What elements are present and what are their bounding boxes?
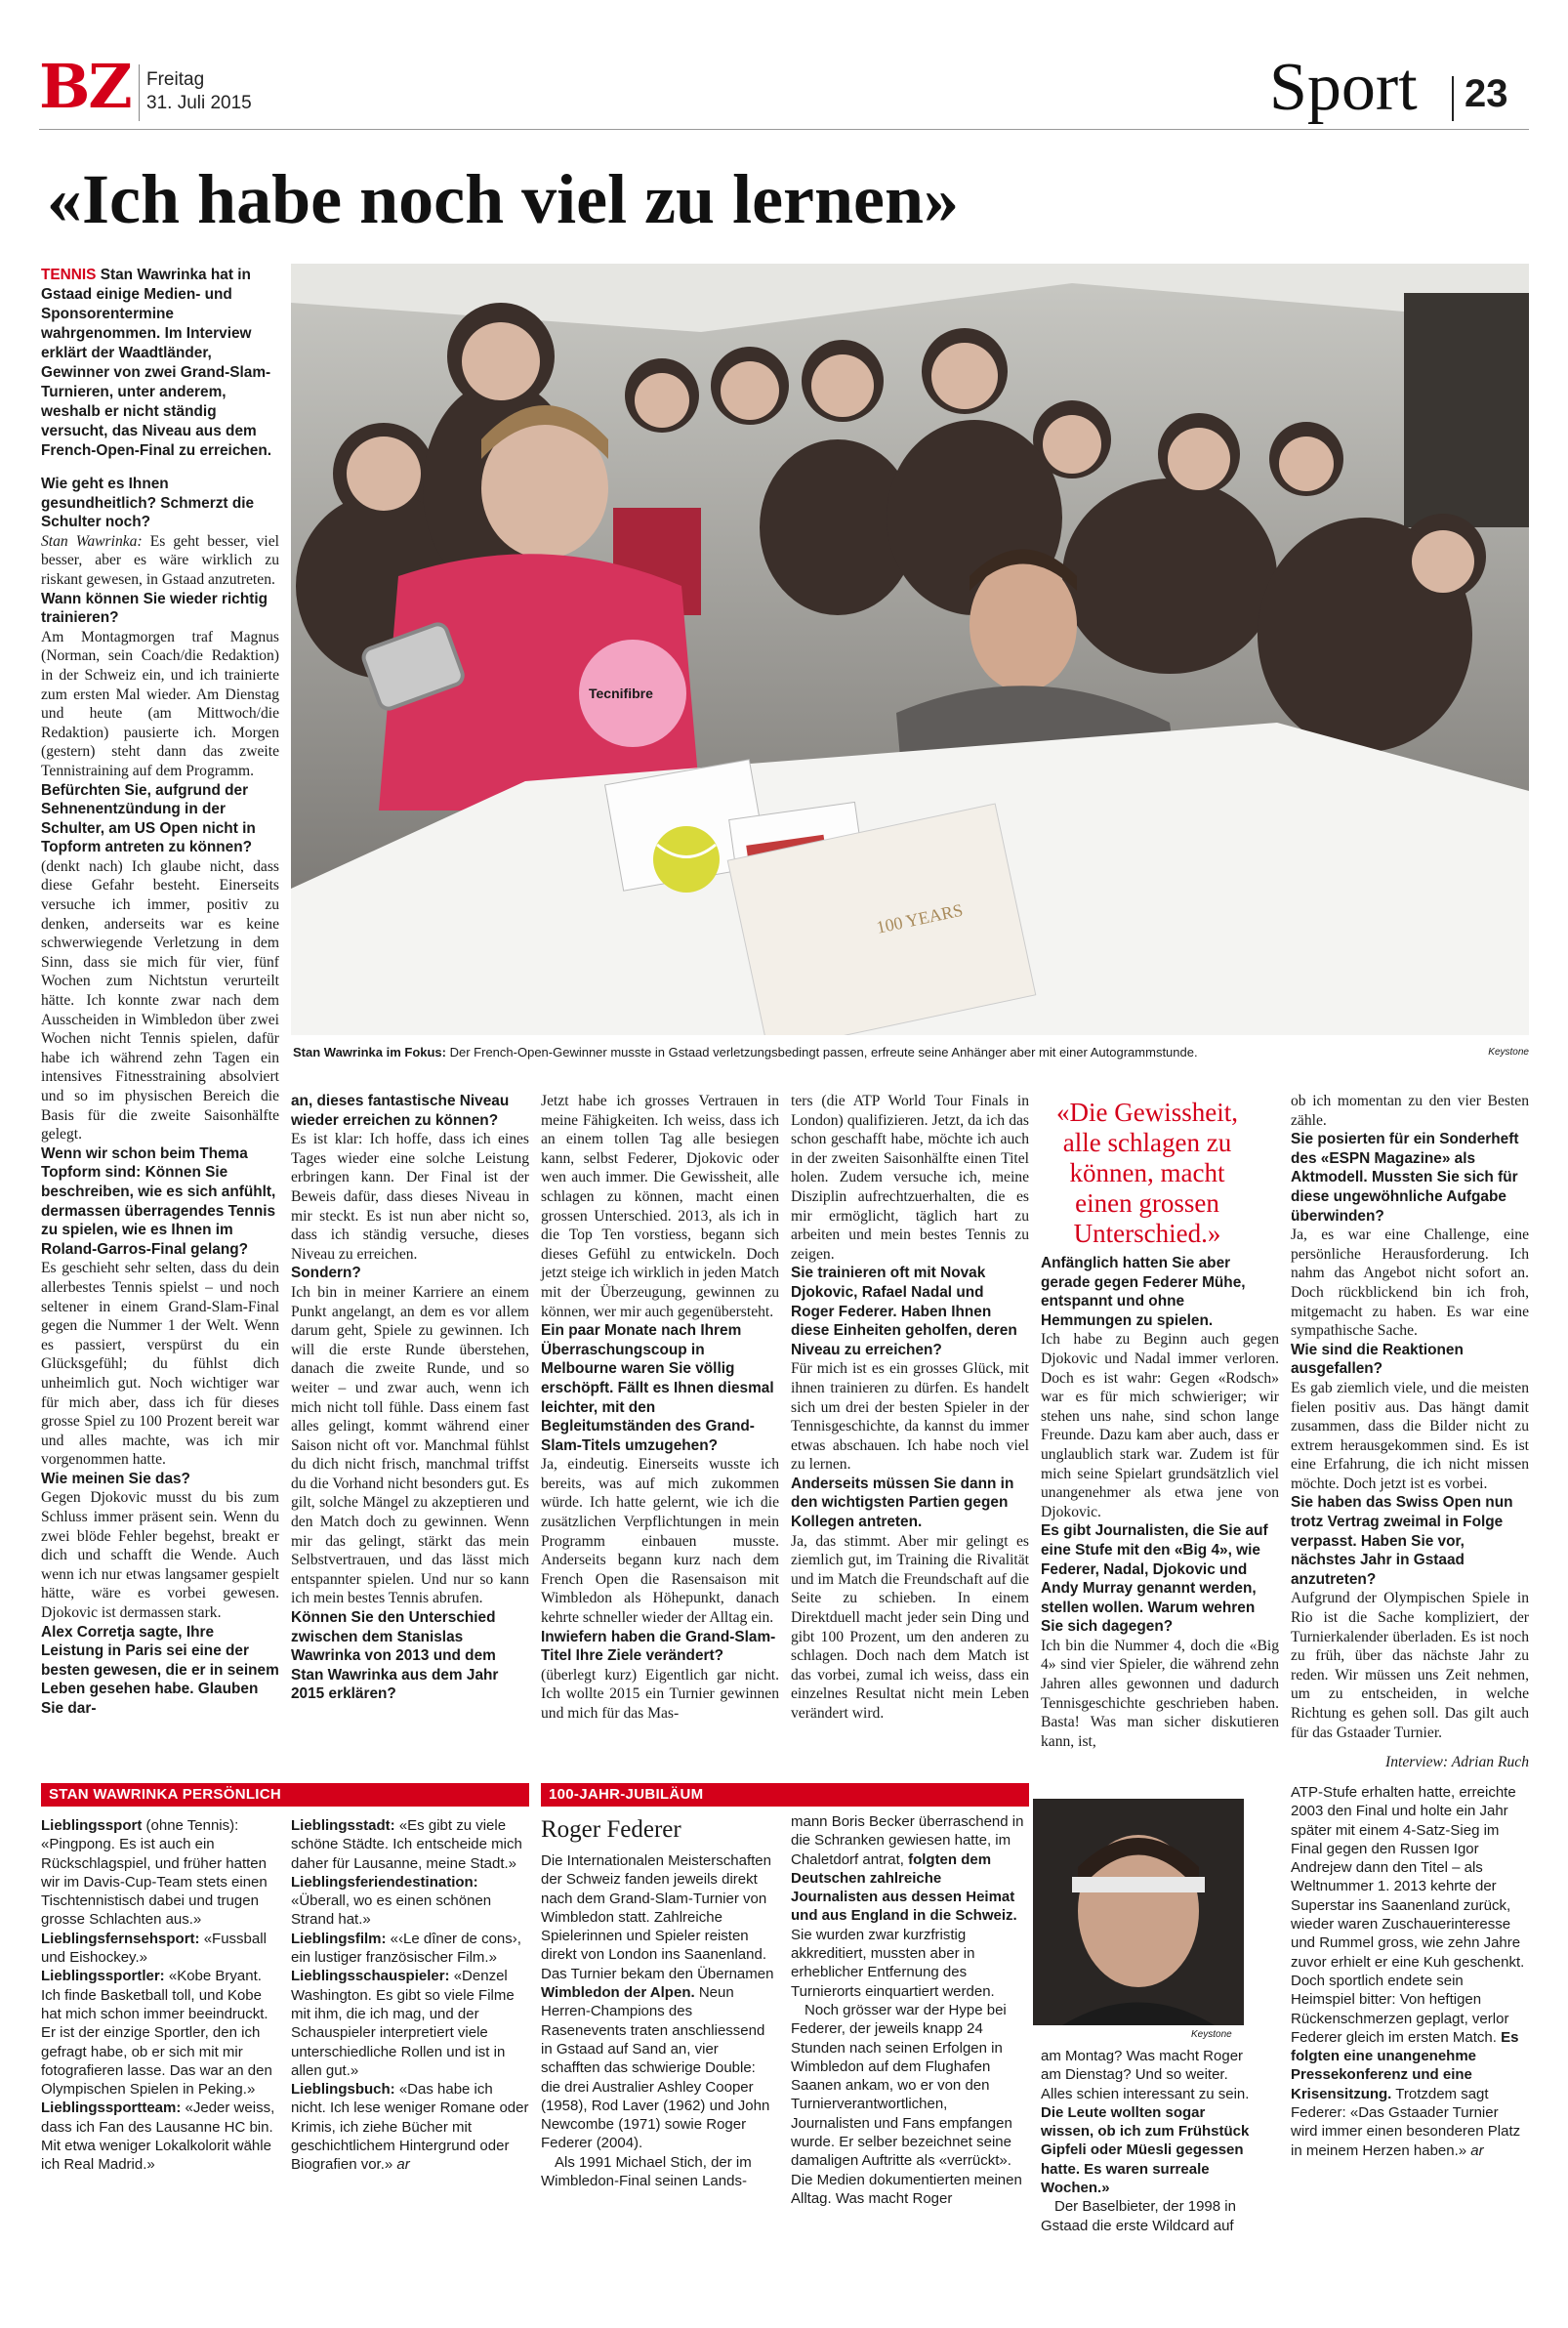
interview-answer: ob ich momentan zu den vier Besten zähle. bbox=[1291, 1093, 1529, 1129]
jubilee-text-rest: Sie wurden zwar kurzfristig akkreditiert, mussten aber in erheblicher Entfernung des Turnierorts einquartiert werden. bbox=[791, 1926, 995, 2000]
personal-entry-key: Lieblingssportler: bbox=[41, 1968, 165, 1985]
jubilee-highlight: Es folgten eine unangenehme Pressekonferenz und eine Krisensitzung. bbox=[1291, 2028, 1519, 2102]
interview-answer: Gegen Djokovic musst du bis zum Schluss immer präsent sein. Wenn du zwei blöde Fehler begehst, breakt er dich und schafft die Wende. Auch wenn ich nur etwas langsamer gespielt hätte, wäre es vorbei gewesen. Djokovic ist dermassen stark. bbox=[41, 1489, 279, 1622]
pull-quote: «Die Gewissheit, alle schlagen zu können, macht einen grossen Unterschied.» bbox=[1056, 1098, 1238, 1248]
interview-answer: Ja, das stimmt. Aber mir gelingt es ziemlich gut, im Training die Rivalität und im Match die Freundschaft auf die Seite zu schieben. In einem Direktduell macht jeder sein Ding und gibt 100 Prozent, um den anderen zu schlagen. Doch nach dem Match ist das vorbei, zumal ich weiss, dass ein einzelnes Resultat nicht mein Leben verändert wird. bbox=[791, 1532, 1029, 1722]
personal-entry-key: Lieblingsstadt: bbox=[291, 1817, 395, 1834]
caption-lead: Stan Wawrinka im Fokus: bbox=[293, 1045, 446, 1060]
interview-question: Sie posierten für ein Sonderheft des «ESPN Magazine» als Aktmodell. Mussten Sie sich für diese ungewöhnliche Aufgabe überwinden? bbox=[1291, 1131, 1519, 1225]
card-label: 100 YEARS bbox=[874, 899, 965, 937]
page-number-separator bbox=[1452, 76, 1454, 121]
interview-question: Können Sie den Unterschied zwischen dem Stanislas Wawrinka von 2013 und dem Stan Wawrinka aus dem Jahr 2015 erklären? bbox=[291, 1609, 499, 1703]
jubilee-text-rest: Trotzdem sagt Federer: «Das Gstaader Turnier wird immer einen besonderen Platz in meinem Herzen haben.» bbox=[1291, 2085, 1521, 2159]
photo-caption bbox=[293, 1044, 1529, 1061]
interview-answer: Jetzt habe ich grosses Vertrauen in meine Fähigkeiten. Ich weiss, dass ich an einem tollen Tag alle besiegen kann, selbst Federer, Djokovic oder wen auch immer. Die Gewissheit, alle schlagen zu können, macht einen grossen Unterschied. 2013, als ich in die Top Ten vorstiess, begann sich dieses Gefühl zu entwickeln. Doch jetzt steige ich wirklich in jeden Match mit der Überzeugung, gewinnen zu können, wer mir auch gegenübersteht. bbox=[541, 1093, 779, 1320]
personal-entry-key: Lieblingssportteam: bbox=[41, 2099, 182, 2117]
jubilee-text: Der Baselbieter, der 1998 in Gstaad die erste Wildcard auf bbox=[1041, 2198, 1236, 2234]
interview-question: Wie meinen Sie das? bbox=[41, 1470, 190, 1487]
box-jubilee-column-1 bbox=[541, 1851, 779, 2190]
jubilee-paragraph bbox=[541, 2153, 779, 2191]
interview-column-4 bbox=[791, 1092, 1029, 1724]
issue-full-date: 31. Juli 2015 bbox=[146, 93, 252, 113]
interview-answer: Für mich ist es ein grosses Glück, mit ihnen trainieren zu dürfen. Es handelt sich um drei der besten Spieler in der Tennisgeschichte, da kannst du immer etwas abschauen. Ich habe noch viel zu lernen. bbox=[791, 1360, 1029, 1474]
personal-entry bbox=[291, 2080, 529, 2174]
interview-answer: Am Montagmorgen traf Magnus (Norman, sein Coach/die Redaktion) in der Schweiz ein, und ich trainierte zum ersten Mal wieder. Am Dienstag und heute (am Mittwoch/die Redaktion) pausierte ich. Morgen (gestern) steht dann das zweite Tennistraining auf dem Programm. bbox=[41, 628, 279, 779]
personal-entry-key: Lieblingsferiendestination: bbox=[291, 1873, 478, 1891]
jubilee-paragraph bbox=[791, 1812, 1029, 2001]
interview-question: Ein paar Monate nach Ihrem Überraschungscoup in Melbourne waren Sie völlig erschöpft. Fällt es Ihnen diesmal leichter, mit den Begleitumständen des Grand-Slam-Titels umzugehen? bbox=[541, 1322, 774, 1454]
box-jubilee-title: Roger Federer bbox=[541, 1816, 681, 1843]
article-photo bbox=[291, 264, 1529, 1035]
jubilee-paragraph bbox=[1041, 2197, 1252, 2235]
personal-entry-key: Lieblingsfilm: bbox=[291, 1930, 387, 1947]
interview-column-5 bbox=[1041, 1254, 1279, 1751]
interview-question: Anfänglich hatten Sie aber gerade gegen Federer Mühe, entspannt und ohne Hemmungen zu spielen. bbox=[1041, 1255, 1246, 1329]
interview-answer: (denkt nach) Ich glaube nicht, dass diese Gefahr besteht. Einerseits versuche ich immer, positiv zu denken, anderseits war es keine schwerwiegende Verletzung in dem Sinn, dass sie mich für vier, fünf Wochen zum Nichtstun verurteilt hätte. Ich konnte zwar nach dem Ausscheiden in Wimbledon über zwei Wochen nicht Tennis spielen, dafür habe ich während zehn Tagen ein intensives Fitnesstraining absolviert und so im physischen Bereich die Basis für die zweite Saisonhälfte gelegt. bbox=[41, 857, 279, 1143]
personal-entry bbox=[291, 1873, 529, 1930]
personal-entry-value: «Das habe ich nicht. Ich lese weniger Romane oder Krimis, ich ziehe Bücher mit geschichtlichem Hintergrund oder Biografien vor.» bbox=[291, 2081, 529, 2174]
personal-entry-qualifier: (ohne Tennis): bbox=[142, 1817, 239, 1834]
lead-kicker: TENNIS bbox=[41, 267, 97, 283]
interview-question: Anderseits müssen Sie dann in den wichtigsten Partien gegen Kollegen antreten. bbox=[791, 1475, 1014, 1531]
personal-entry bbox=[291, 1816, 529, 1873]
photo-credit: Keystone bbox=[1488, 1047, 1529, 1058]
jubilee-text: mann Boris Becker überraschend in die Schranken gewiesen hatte, im Chaletdorf antrat, bbox=[791, 1813, 1024, 1868]
jubilee-text-rest: Neun Herren-Champions des Rasenevents traten anschliessend in Gstaad auf Sand an, vier schafften das schwierige Double: die drei Australier Ashley Cooper (1958), Rod Laver (1962) und John Newcombe (1971) sowie Roger Federer (2004). bbox=[541, 1984, 770, 2152]
byline: Interview: Adrian Ruch bbox=[1385, 1754, 1529, 1770]
portrait-credit: Keystone bbox=[1191, 2029, 1232, 2040]
jubilee-text: Die Internationalen Meisterschaften der Schweiz fanden jeweils direkt nach dem Grand-Slam-Turnier von Wimbledon statt. Zahlreiche Spielerinnen und Spieler reisten direkt von London ins Saanenland. Das Turnier bekam den Übernamen bbox=[541, 1852, 774, 1982]
personal-entry-value: «‹Le dîner de cons›, ein lustiger französischer Film.» bbox=[291, 1930, 521, 1967]
answer-text: Es geht besser, viel besser, aber es wäre wirklich zu riskant gewesen, in Gstaad anzutreten. bbox=[41, 532, 279, 588]
personal-entry-key: Lieblingssport bbox=[41, 1817, 143, 1834]
interview-column-3 bbox=[541, 1092, 779, 1724]
interview-column-6 bbox=[1291, 1092, 1529, 1742]
interview-question: Alex Corretja sagte, Ihre Leistung in Paris sei eine der besten gewesen, die er in seinem Leben gesehen habe. Glauben Sie dar- bbox=[41, 1623, 279, 1717]
article-lead bbox=[41, 266, 279, 461]
interview-answer: Es geschieht sehr selten, dass du dein allerbestes Tennis spielst – und noch seltener in einem Grand-Slam-Final gegen die Nummer 1 der Welt. Wenn es passiert, verspürst du ein Glücksgefühl; du fühlst dich unheimlich gut. Noch wichtiger war für mich aber, dass ich für dieses grosse Spiel zu 100 Prozent bereit war und alles machte, was ich mir vorgenommen hatte. bbox=[41, 1260, 279, 1469]
box-personal-left bbox=[41, 1816, 279, 2175]
interview-column-1 bbox=[41, 475, 279, 1719]
interview-answer: Es ist klar: Ich hoffe, dass ich eines Tages wieder eine solche Leistung erbringen kann. Der Final ist der Beweis dafür, dass dieses Niveau in mir steckt. Es ist nun aber nicht so, dass ich ständig versuche, dieses Niveau zu erreichen. bbox=[291, 1131, 529, 1263]
box-jubilee-column-4 bbox=[1291, 1783, 1529, 2160]
box-personal-bar: STAN WAWRINKA PERSÖNLICH bbox=[41, 1783, 529, 1807]
jubilee-highlight: folgten dem Deutschen zahlreiche Journalisten aus dessen Heimat und aus England in die Schweiz. bbox=[791, 1850, 1017, 1925]
jubilee-text: am Montag? Was macht Roger am Dienstag? Und so weiter. Alles schien interessant zu sein. bbox=[1041, 2048, 1250, 2102]
interview-question: Wie geht es Ihnen gesundheitlich? Schmerzt die Schulter noch? bbox=[41, 476, 255, 531]
personal-entry bbox=[41, 2099, 279, 2174]
portrait-illustration bbox=[1033, 1799, 1244, 2025]
interview-question: Es gibt Journalisten, die Sie auf eine Stufe mit den «Big 4», wie Federer, Nadal, Djokovic und Andy Murray genannt werden, stellen wollen. Warum wehren Sie sich dagegen? bbox=[1041, 1522, 1268, 1636]
jubilee-text: ATP-Stufe erhalten hatte, erreichte 2003 den Final und holte ein Jahr später mit einem 4-Satz-Sieg im Final gegen den Russen Igor Andrejew dann den Titel – als Weltnummer 1. 2013 kehrte der Superstar ins Saanenland zurück, wieder waren Zuschauerinteresse und Rummel gross, wie zehn Jahre zuvor erhielt er eine Kuh geschenkt. Doch sportlich endete sein Heimspiel bitter: Von heftigen Rückenschmerzen geplagt, verlor Federer gleich im ersten Match. bbox=[1291, 1784, 1525, 2046]
box-jubilee-column-3 bbox=[1041, 2047, 1252, 2235]
box-jubilee-bar: 100-JAHR-JUBILÄUM bbox=[541, 1783, 1029, 1807]
issue-date bbox=[146, 68, 252, 115]
interview-question: an, dieses fantastische Niveau wieder erreichen zu können? bbox=[291, 1093, 510, 1129]
interview-answer: Aufgrund der Olympischen Spiele in Rio ist die Sache kompliziert, der Turnierkalender überladen. Es ist noch zu früh, über das nächste Jahr zu reden. Wir müssen uns Zeit nehmen, um zu entscheiden, in welche Richtung es gehen soll. Das gilt auch für das Gstaader Turnier. bbox=[1291, 1590, 1529, 1741]
page-number: 23 bbox=[1465, 72, 1508, 115]
interview-answer: Es gab ziemlich viele, und die meisten fielen positiv aus. Das hängt damit zusammen, dass die Bilder nicht zu extrem herausgekommen sind. Es ist eine Erfahrung, die ich nicht missen möchte. Doch jetzt ist es vorbei. bbox=[1291, 1379, 1529, 1492]
interview-question: Wenn wir schon beim Thema Topform sind: Können Sie beschreiben, wie es sich anfühlt, dermassen überragendes Tennis zu spielen, wie es Ihnen im Roland-Garros-Final gelang? bbox=[41, 1144, 276, 1258]
box-personal-right bbox=[291, 1816, 529, 2175]
personal-entry-key: Lieblingsschauspieler: bbox=[291, 1968, 450, 1985]
federer-portrait bbox=[1033, 1799, 1244, 2025]
personal-entry-value: «Fussball und Eishockey.» bbox=[41, 1930, 267, 1967]
interview-question: Sondern? bbox=[291, 1265, 361, 1282]
interview-column-2 bbox=[291, 1092, 529, 1704]
interview-answer: (überlegt kurz) Eigentlich gar nicht. Ich wollte 2015 ein Turnier gewinnen und mich für das Mas- bbox=[541, 1666, 779, 1722]
personal-entry bbox=[41, 1930, 279, 1968]
interview-question: Wie sind die Reaktionen ausgefallen? bbox=[1291, 1341, 1464, 1378]
personal-entry bbox=[291, 1967, 529, 2080]
personal-entry-key: Lieblingsfernsehsport: bbox=[41, 1930, 200, 1947]
personal-entry bbox=[291, 1930, 529, 1968]
jubilee-text: Als 1991 Michael Stich, der im Wimbledon-Final seinen Lands- bbox=[541, 2153, 752, 2190]
interview-question: Inwiefern haben die Grand-Slam-Titel Ihre Ziele verändert? bbox=[541, 1628, 776, 1665]
personal-entry bbox=[41, 1816, 279, 1930]
bz-logo: BZ bbox=[39, 51, 131, 122]
box-jubilee-column-2 bbox=[791, 1812, 1029, 2208]
jubilee-highlight: Wimbledon der Alpen. bbox=[541, 1984, 695, 2002]
header-separator bbox=[139, 64, 140, 121]
jubilee-paragraph bbox=[791, 2001, 1029, 2208]
interview-answer: Ich bin die Nummer 4, doch die «Big 4» sind vier Spieler, die während zehn Jahren alles gewonnen und dadurch Tennisgeschichte geschrieben haben. Basta! Was man sicher diskutieren kann, ist, bbox=[1041, 1637, 1279, 1750]
lead-text: Stan Wawrinka hat in Gstaad einige Medien- und Sponsorentermine wahrgenommen. Im Interview erklärt der Waadtländer, Gewinner von zwei Grand-Slam-Turnieren, unter anderem, weshalb er nicht ständig versucht, das Niveau aus dem French-Open-Final zu erreichen. bbox=[41, 267, 272, 459]
personal-entry bbox=[41, 1967, 279, 2099]
speaker-name: Stan Wawrinka: bbox=[41, 532, 143, 550]
interview-answer: Ja, es war eine Challenge, eine persönliche Herausforderung. Ich nahm das Angebot nicht sofort an. Doch rückblickend bin ich froh, mitgemacht zu haben. Es war eine sympathische Sache. bbox=[1291, 1226, 1529, 1340]
photo-illustration bbox=[291, 264, 1529, 1035]
interview-answer: ters (die ATP World Tour Finals in London) qualifizieren. Jetzt, da ich das schon geschafft habe, möchte ich auch in der zweiten Saisonhälfte einen Titel holen. Zudem versuche ich, meine Disziplin aufrechtzuerhalten, die es mir ermöglicht, täglich hart zu arbeiten und mein bestes Tennis zu zeigen. bbox=[791, 1093, 1029, 1263]
interview-answer: Ich habe zu Beginn auch gegen Djokovic und Nadal immer verloren. Doch es ist wahr: Gegen «Rodsch» war es für mich schwieriger; wir stehen uns nahe, sind schon lange Freunde. Dazu kam aber auch, dass er unglaublich stark war. Zudem ist für mich seine Spielart grundsätzlich viel unangenehmer als etwa jene von Djokovic. bbox=[1041, 1331, 1279, 1520]
issue-day: Freitag bbox=[146, 69, 205, 90]
interview-question: Befürchten Sie, aufgrund der Sehnenentzündung in der Schulter, am US Open nicht in Topform antreten zu können? bbox=[41, 781, 256, 856]
jubilee-paragraph bbox=[541, 1851, 779, 2153]
jubilee-highlight: Die Leute wollten sogar wissen, ob ich zum Frühstück Gipfeli oder Müesli gegessen hatte. Es waren surreale Wochen.» bbox=[1041, 2103, 1250, 2197]
personal-entry-value: «Überall, wo es einen schönen Strand hat.» bbox=[291, 1892, 492, 1929]
ball-brand: Tecnifibre bbox=[589, 686, 653, 701]
section-title: Sport bbox=[1269, 50, 1418, 125]
interview-question: Sie haben das Swiss Open nun trotz Vertrag zweimal in Folge verpasst. Haben Sie vor, nächstes Jahr in Gstaad anzutreten? bbox=[1291, 1494, 1513, 1588]
box-signature: ar bbox=[396, 2156, 410, 2174]
interview-answer: Ja, eindeutig. Einerseits wusste ich bereits, was auf mich zukommen würde. Ich hatte gelernt, wie ich die zusätzlichen Verpflichtungen in mein Programm einbauen musste. Anderseits begann kurz nach dem French Open die Rasensaison mit Wimbledon als Höhepunkt, danach kehrte schneller wieder der Alltag ein. bbox=[541, 1456, 779, 1627]
interview-question: Wann können Sie wieder richtig trainieren? bbox=[41, 590, 268, 627]
interview-answer bbox=[41, 532, 279, 590]
interview-question: Sie trainieren oft mit Novak Djokovic, Rafael Nadal und Roger Federer. Haben Ihnen diese Einheiten geholfen, deren Niveau zu erreichen? bbox=[791, 1265, 1017, 1358]
caption-text: Der French-Open-Gewinner musste in Gstaad verletzungsbedingt passen, erfreute seine Anhänger aber mit einer Autogrammstunde. bbox=[449, 1045, 1198, 1060]
personal-entry-value: «Denzel Washington. Es gibt so viele Filme mit ihm, die ich mag, und der Schauspieler interpretiert viele unterschiedliche Rollen und ist in allen gut.» bbox=[291, 1968, 515, 2079]
personal-entry-value: «Jeder weiss, dass ich Fan des Lausanne HC bin. Mit etwa weniger Lokalkolorit wähle ich Real Madrid.» bbox=[41, 2099, 275, 2174]
jubilee-paragraph bbox=[1291, 1783, 1529, 2160]
interview-answer: Ich bin in meiner Karriere an einem Punkt angelangt, an dem es vor allem darum geht, Spiele zu gewinnen. Ich will die erste Runde überstehen, danach die zweite Runde, und so weiter – und zwar auch, wenn ich mich nicht toll fühle. Dass einem fast alles gelingt, kommt während einer Saison nicht oft vor. Manchmal fühlst du dich nicht frisch, manchmal triffst du die Vorhand nicht besonders gut. Es gilt, solche Mängel zu akzeptieren und den Match doch zu gewinnen. Wenn mir das gelingt, stärkt das mein Selbstvertrauen, und das lässt mich entspannter spielen. Und nur so kann ich mein bestes Tennis abrufen. bbox=[291, 1283, 529, 1607]
article-headline: «Ich habe noch viel zu lernen» bbox=[47, 160, 960, 238]
personal-entry-value: «Es gibt zu viele schöne Städte. Ich entscheide mich daher für Lausanne, meine Stadt.» bbox=[291, 1817, 522, 1872]
personal-entry-value: «Pingpong. Es ist auch ein Rückschlagspiel, und früher hatten wir im Davis-Cup-Team stets einen Tischtennistisch dabei und trugen grosse Schlachten aus.» bbox=[41, 1836, 268, 1929]
box-signature: ar bbox=[1470, 2141, 1484, 2159]
personal-entry-value: «Kobe Bryant. Ich finde Basketball toll, und Kobe hat mich schon immer beeindruckt. Er ist der einzige Sportler, den ich gefragt habe, ob er sich mit mir fotografieren lasse. Das war an den Olympischen Spielen in Peking.» bbox=[41, 1968, 272, 2099]
header-rule bbox=[39, 129, 1529, 130]
jubilee-paragraph bbox=[1041, 2047, 1252, 2197]
personal-entry-key: Lieblingsbuch: bbox=[291, 2081, 395, 2099]
jubilee-text: Noch grösser war der Hype bei Federer, der jeweils knapp 24 Stunden nach seinen Erfolgen in Wimbledon auf dem Flughafen Saanen ankam, wo er von den Turnierverantwortlichen, Journalisten und Fans empfangen wurde. Er selber bezeichnet seine damaligen Auftritte als «verrückt». Die Medien dokumentierten meinen Alltag. Was macht Roger bbox=[791, 2001, 1022, 2207]
